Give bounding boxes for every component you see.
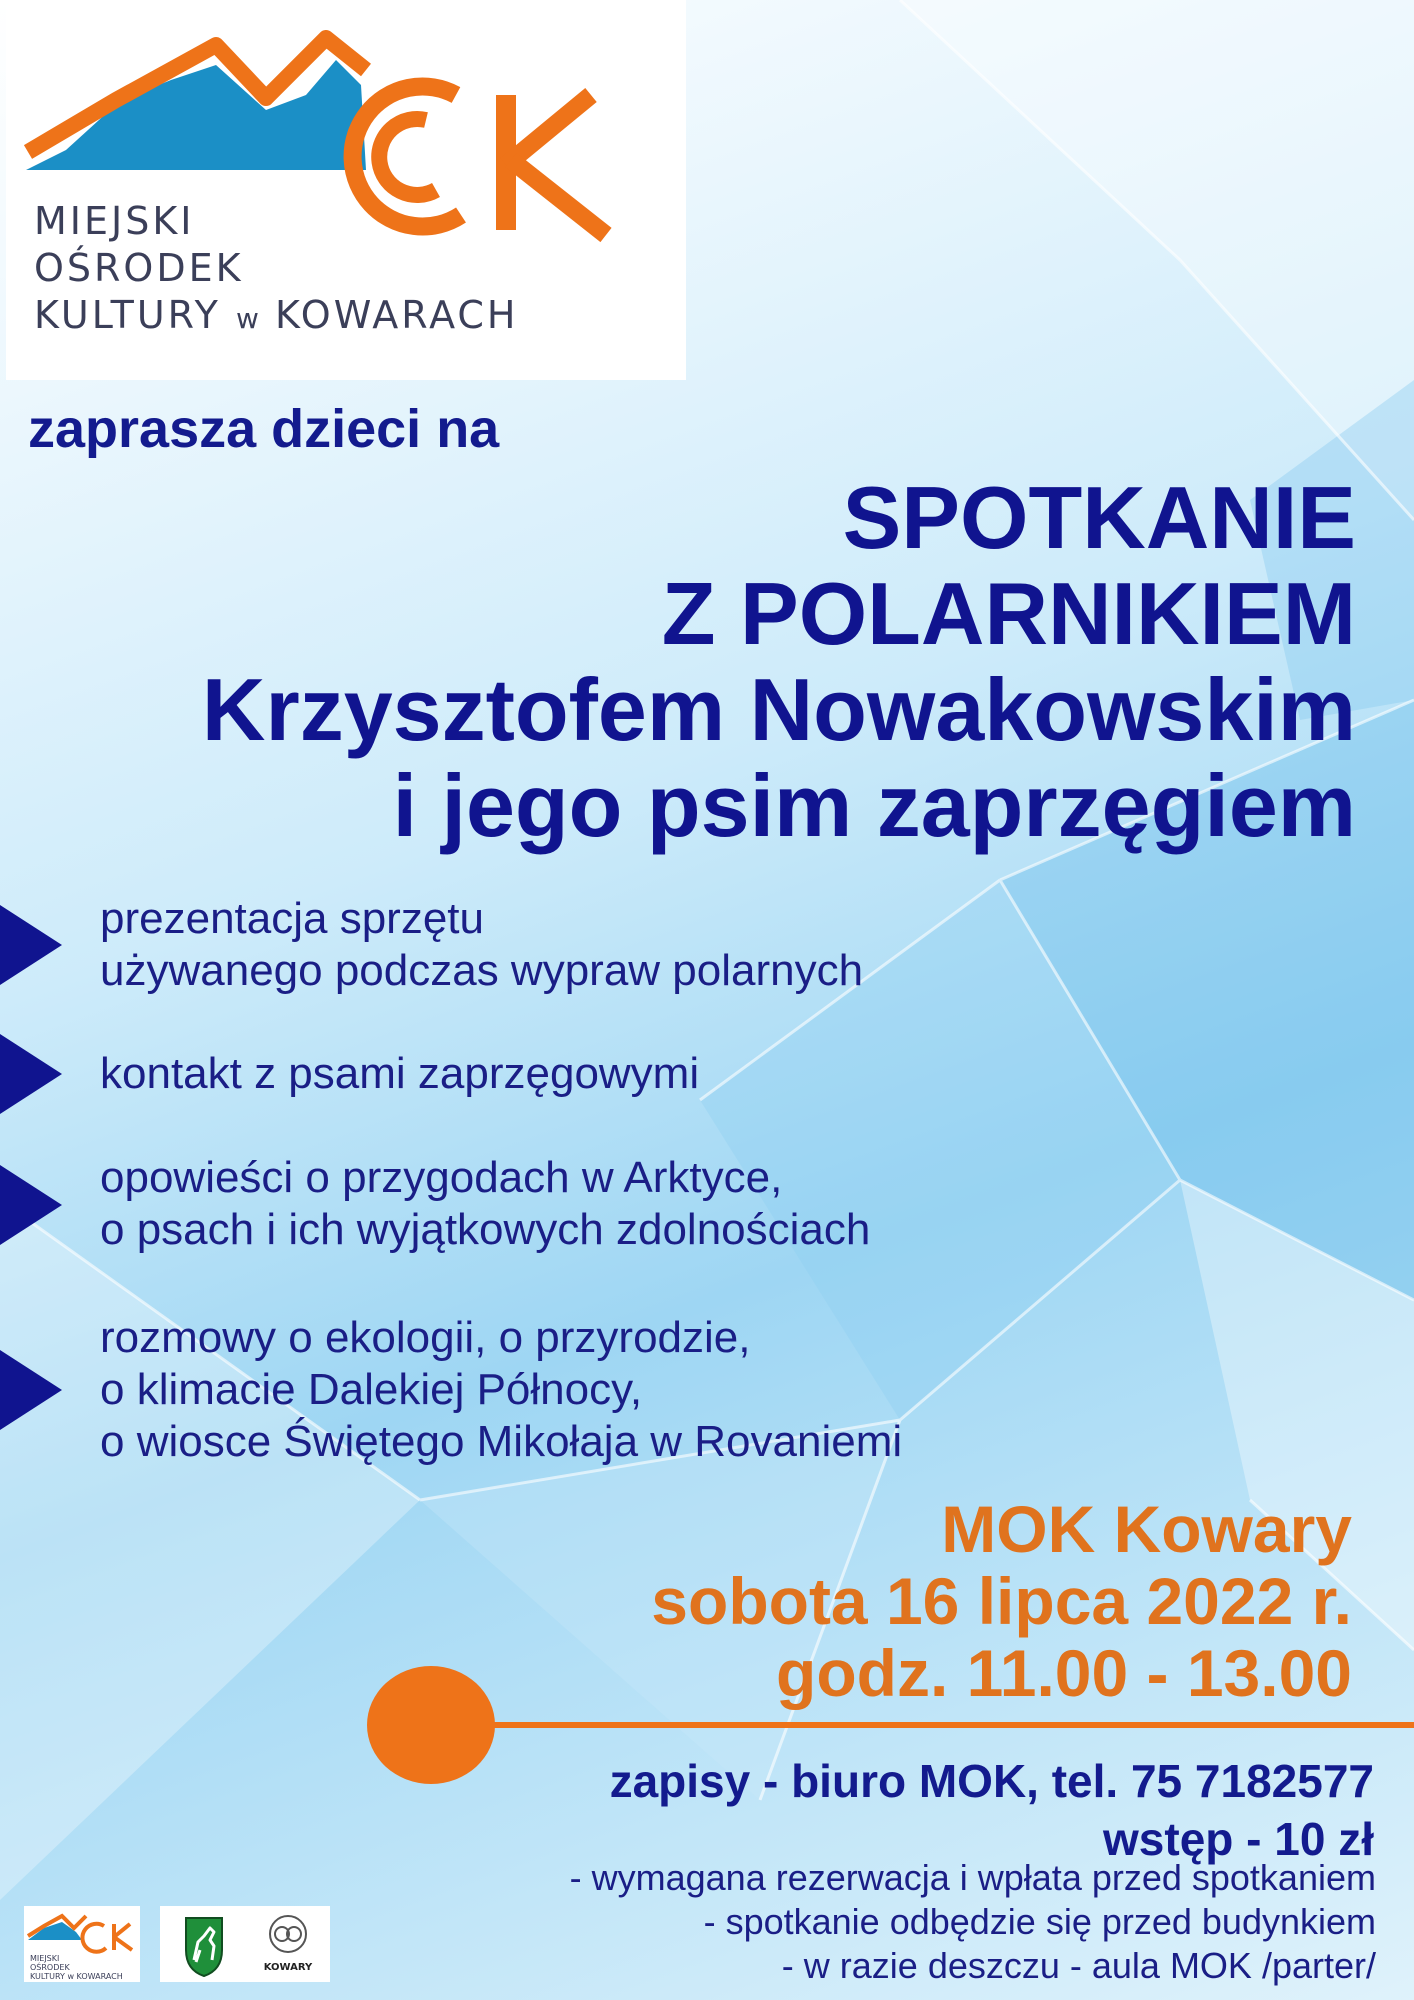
logo-line-3 bbox=[34, 292, 519, 342]
triangle-bullet-icon bbox=[0, 905, 62, 985]
program-item-line: o klimacie Dalekiej Północy, bbox=[100, 1365, 643, 1414]
title-line: Z POLARNIKIEM bbox=[661, 564, 1356, 663]
kowary-label: KOWARY bbox=[263, 1962, 313, 1973]
program-item bbox=[100, 1312, 902, 1468]
triangle-bullet-icon bbox=[0, 1034, 62, 1114]
program-item bbox=[100, 1152, 870, 1256]
mini-logo-line-2: OŚRODEK bbox=[30, 1963, 70, 1972]
program-item-line: o psach i ich wyjątkowych zdolnościach bbox=[100, 1205, 871, 1254]
title-line: i jego psim zaprzęgiem bbox=[392, 756, 1356, 855]
kowary-logos bbox=[160, 1906, 330, 1982]
contact-info bbox=[610, 1752, 1374, 1868]
program-item bbox=[100, 893, 863, 997]
program-item-line: prezentacja sprzętu bbox=[100, 894, 484, 943]
triangle-bullet-icon bbox=[0, 1350, 62, 1430]
logo-line-3b: KOWARACH bbox=[274, 293, 519, 337]
program-item-line: rozmowy o ekologii, o przyrodzie, bbox=[100, 1313, 751, 1362]
program-item-line: opowieści o przygodach w Arktyce, bbox=[100, 1153, 783, 1202]
title-line: Krzysztofem Nowakowskim bbox=[201, 660, 1356, 759]
note-line: - spotkanie odbędzie się przed budynkiem bbox=[703, 1901, 1376, 1942]
program-item-line: o wiosce Świętego Mikołaja w Rovaniemi bbox=[100, 1417, 903, 1466]
orange-circle-decoration bbox=[367, 1666, 495, 1784]
program-item-line: kontakt z psami zaprzęgowymi bbox=[100, 1049, 700, 1098]
mok-mini-mark-icon bbox=[24, 1906, 140, 1982]
event-title bbox=[202, 470, 1356, 854]
kowary-crest-icon bbox=[160, 1906, 330, 1982]
program-item-line: używanego podczas wypraw polarnych bbox=[100, 946, 864, 995]
mini-logo-line-1: MIEJSKI bbox=[30, 1954, 60, 1963]
venue-place: MOK Kowary bbox=[941, 1492, 1352, 1566]
logo-line-2: OŚRODEK bbox=[34, 246, 244, 290]
title-line: SPOTKANIE bbox=[842, 468, 1356, 567]
note-line: - wymagana rezerwacja i wpłata przed spotkaniem bbox=[569, 1857, 1376, 1898]
note-line: - w razie deszczu - aula MOK /parter/ bbox=[781, 1945, 1376, 1986]
logo-wordmark bbox=[34, 198, 519, 342]
mok-logo bbox=[6, 0, 686, 380]
venue-date: sobota 16 lipca 2022 r. bbox=[651, 1564, 1352, 1638]
signup-info: zapisy - biuro MOK, tel. 75 7182577 bbox=[609, 1755, 1374, 1807]
event-notes bbox=[570, 1856, 1376, 1988]
logo-line-1: MIEJSKI bbox=[34, 199, 195, 243]
venue-time: godz. 11.00 - 13.00 bbox=[776, 1636, 1352, 1710]
logo-line-3w: w bbox=[235, 302, 260, 335]
logo-line-3a: KULTURY bbox=[34, 293, 221, 337]
intro-text: zaprasza dzieci na bbox=[28, 399, 500, 459]
event-details bbox=[651, 1493, 1352, 1709]
mini-logo-line-3: KULTURY w KOWARACH bbox=[30, 1972, 123, 1981]
mok-logo-icon bbox=[24, 1906, 140, 1982]
program-item bbox=[100, 1048, 699, 1100]
triangle-bullet-icon bbox=[0, 1165, 62, 1245]
entry-fee: wstęp - 10 zł bbox=[1103, 1813, 1374, 1865]
orange-divider-line bbox=[480, 1722, 1414, 1728]
